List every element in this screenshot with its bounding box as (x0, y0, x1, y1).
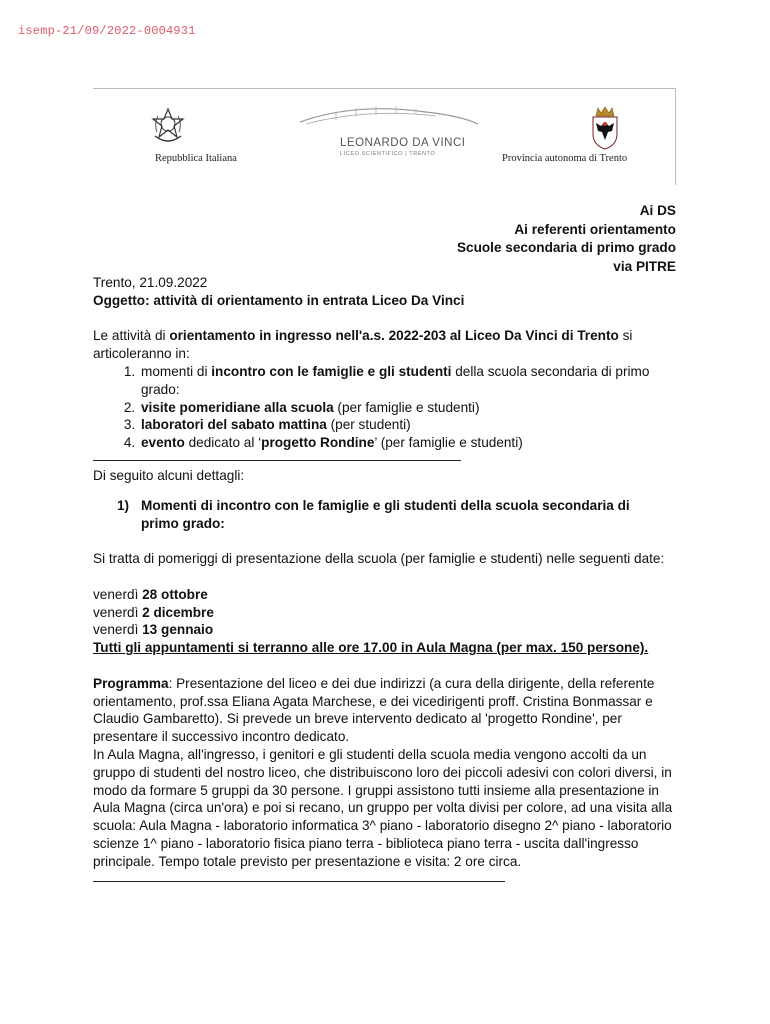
recipient-line: Ai DS (639, 203, 676, 218)
separator-line (93, 881, 505, 882)
italian-republic-emblem-icon (151, 106, 185, 146)
program-paragraph: Programma: Presentazione del liceo e dei due indirizzi (a cura della dirigente, della referente orientamento, prof.ssa Eliana Agata Marchese, e dei vicedirigenti proff. Cristina Bonmassar e Claudio Gambaretto). Si prevede un breve intervento dedicato al 'progetto Rondine', per presentare il successivo incontro dedicato. (93, 675, 655, 745)
meeting-date: venerdì 2 dicembre (93, 604, 214, 620)
section-number: 1) (117, 497, 130, 513)
details-intro: Di seguito alcuni dettagli: (93, 467, 245, 483)
activities-list (93, 363, 685, 452)
letter-body (93, 274, 685, 888)
trentino-eagle-crest-icon (590, 104, 620, 150)
list-item: 3. laboratori del sabato mattina (per studenti) (139, 416, 685, 434)
province-caption: Provincia autonoma di Trento (502, 153, 628, 164)
header-rule (93, 88, 675, 89)
separator-line (93, 460, 461, 461)
list-item: 1. momenti di incontro con le famiglie e gli studenti della scuola secondaria di primo grado: (139, 363, 685, 399)
logo-subtitle: LICEO SCIENTIFICO | TRENTO (340, 151, 436, 157)
logo-name: LEONARDO DA VINCI (340, 137, 466, 149)
recipient-line: Scuole secondaria di primo grado (456, 240, 676, 255)
recipient-line: Ai referenti orientamento (514, 221, 676, 237)
meeting-date: venerdì 28 ottobre (93, 586, 208, 602)
intro-paragraph: Le attività di orientamento in ingresso nell'a.s. 2022-203 al Liceo Da Vinci di Trento si articoleranno in: (93, 328, 633, 362)
recipient-line: via PITRE (613, 258, 676, 274)
program-details: In Aula Magna, all'ingresso, i genitori e gli studenti della scuola media vengono accolti da un gruppo di studenti del nostro liceo, che distribuiscono loro dei piccoli adesivi con colori diversi, in modo da formare 5 gruppi da 30 persone. I gruppi assistono tutti insieme alla presentazione in Aula Magna (circa un'ora) e poi si recano, un gruppo per volta divisi per colore, ad una visita alla scuola: Aula Magna - laboratorio informatica 3^ piano - laboratorio disegno 2^ piano - laboratorio scienze 1^ piano - laboratorio fisica piano terra - biblioteca piano terra - uscita dall'ingresso principale. Tempo totale previsto per presentazione e visita: 2 ore circa. (93, 746, 673, 869)
list-item: 4. evento dedicato al ‘progetto Rondine’ (per famiglie e studenti) (139, 434, 685, 452)
subject-line: Oggetto: attività di orientamento in entrata Liceo Da Vinci (93, 292, 465, 308)
section-heading (93, 497, 685, 533)
republic-caption: Repubblica Italiana (155, 153, 237, 164)
section-title: Momenti di incontro con le famiglie e gli studenti della scuola secondaria di primo grado: (141, 497, 630, 531)
recipients-block (457, 202, 676, 276)
header-side-rule (675, 88, 676, 185)
appointments-note: Tutti gli appuntamenti si terranno alle ore 17.00 in Aula Magna (per max. 150 persone). (93, 640, 649, 656)
meeting-date: venerdì 13 gennaio (93, 622, 214, 638)
section-description: Si tratta di pomeriggi di presentazione della scuola (per famiglie e studenti) nelle seguenti date: (93, 551, 665, 567)
place-date: Trento, 21.09.2022 (93, 275, 208, 290)
liceo-da-vinci-logo (296, 100, 480, 158)
list-item: 2. visite pomeridiane alla scuola (per famiglie e studenti) (139, 399, 685, 417)
protocol-stamp: isemp-21/09/2022-0004931 (18, 24, 196, 38)
